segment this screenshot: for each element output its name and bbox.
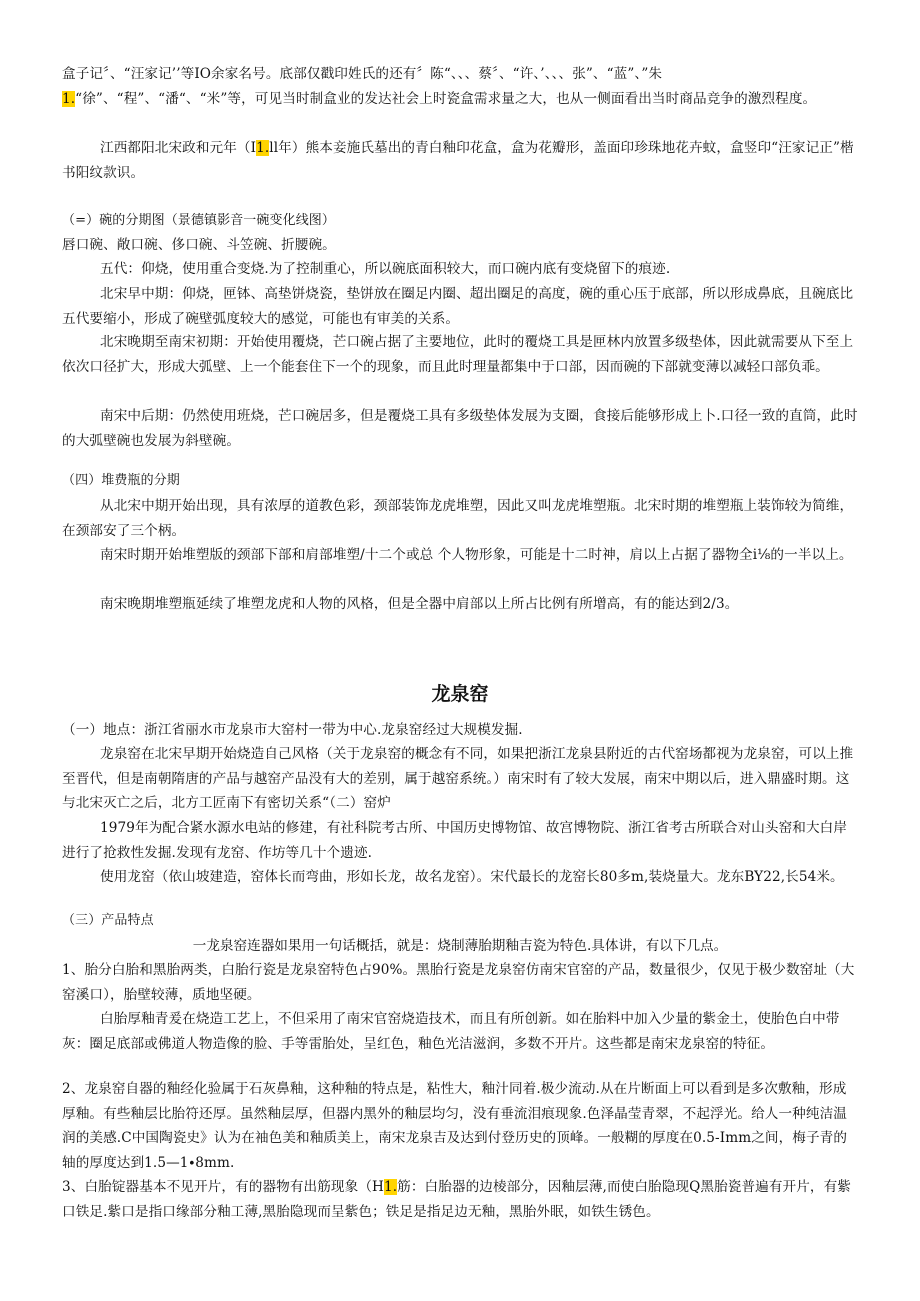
heading-bowl-periods: （=）碗的分期图（景德镇影音一碗变化线图）: [62, 213, 335, 228]
paragraph-wudai: 五代：仰烧，使用重合变烧.为了控制重心，所以碗底面积较大，而口碗内底有变烧留下的痕迹.: [100, 261, 671, 277]
paragraph-excavation: 1979年为配合紧水源水电站的修建，有社科院考古所、中国历史博物馆、故宫博物院、浙江省考古所联合对山头窑和大白岸进行了抢救性发掘.发现有龙窑、作坊等几十个遗迹.: [62, 820, 848, 861]
page-title: 龙泉窑: [431, 683, 489, 705]
paragraph-dragon-kiln: 使用龙窑（依山坡建造，窑体长而弯曲，形如长龙，故名龙窑）。宋代最长的龙窑长80多m,装烧量大。龙东BY22,长54米。: [100, 869, 844, 885]
paragraph-vase-late-southern-song: 南宋晚期堆塑瓶延续了堆塑龙虎和人物的风格，但是全器中肩部以上所占比例有所增高，有的能达到2/3。: [100, 596, 739, 612]
paragraph-feature-1-detail: 白胎厚釉青爰在烧造工艺上，不但采用了南宋官窑烧造技术，而且有所创新。如在胎料中加入少量的紫金土，使胎色白中带灰：圈足底部或佛道人物造像的脸、手等雷胎处，呈红色，釉色光洁滋润，多数不开片。这些都是南宋龙泉窑的特征。: [62, 1011, 840, 1052]
paragraph-location: （一）地点：浙江省丽水市龙泉市大窑村一带为中心.龙泉窑经过大规模发掘.: [62, 722, 523, 738]
text-feature-3-a: 3、白胎锭器基本不见开片，有的器物有出筋现象（H: [62, 1179, 384, 1195]
paragraph-jiangxi-tomb: [62, 136, 858, 185]
paragraph-feature-3: [62, 1175, 858, 1224]
text-box-makers-b: “徐”、“程”、“潘“、“米”等，可见当时制盒业的发达社会上时瓷盒需求量之大，也从一侧面看出当时商品竞争的激烈程度。: [75, 90, 817, 107]
paragraph-vase-southern-song: 南宋时期开始堆塑版的颈部下部和肩部堆塑/十二个或总 个人物形象，可能是十二时神，肩以上占据了器物全i⅛的一半以上。: [100, 547, 853, 563]
paragraph-southern-song: 南宋中后期：仍然使用班烧，芒口碗居多，但是覆烧工具有多级垫体发展为支圈，食接后能够形成上卜.口径一致的直筒，此时的大弧壁碗也发展为斜壁碗。: [62, 408, 858, 449]
text-summary: 一龙泉窑连器如果用一句话概括，就是：烧制薄胎期釉吉瓷为特色.具体讲，有以下几点。: [192, 938, 728, 954]
text-jiangxi-b: ll年）熊本妾施氏墓出的青白釉印花盒，盒为花瓣形，盖面印珍珠地花卉蚊，盒竖印“汪家记正”楷书阳纹款识。: [62, 140, 854, 181]
text-bowl-types: 唇口碗、敞口碗、侈口碗、斗笠碗、折腰碗。: [62, 237, 336, 253]
paragraph-feature-1: 1、胎分白胎和黑胎两类，白胎行瓷是龙泉窑特色占90%。黑胎行瓷是龙泉窑仿南宋官窑的产品，数量很少，仅见于极少数窑址（大窑溪口），胎壁较薄，质地坚硬。: [62, 962, 855, 1003]
highlight-mark: 1.: [256, 140, 270, 156]
paragraph-northern-song-early: 北宋早中期：仰烧，匣钵、高垫饼烧瓷，垫饼放在圈足内圈、超出圈足的高度，碗的重心压于底部，所以形成鼻底，且碗底比五代要缩小，形成了碗壁弧度较大的感觉，可能也有审美的关系。: [62, 286, 854, 327]
heading-product-features: （三）产品特点: [62, 913, 154, 928]
paragraph-box-makers: [62, 62, 858, 111]
heading-vase-periods: （四）堆费瓶的分期: [62, 473, 180, 488]
highlight-mark: 1.: [62, 90, 76, 107]
paragraph-feature-2: 2、龙泉窑自器的釉经化验属于石灰鼻釉，这种釉的特点是，粘性大，釉汁同着.极少流动.从在片断面上可以看到是多次敷釉，形成厚釉。有些釉层比胎符还厚。虽然釉层厚，但器内黑外的釉层均匀，没有垂流泪痕现象.色泽晶莹青翠，不起浮光。给人一种纯洁温润的美感.C中国陶瓷史》认为在袖色美和釉质美上，南宋龙泉吉及达到付登历史的顶峰。一般糊的厚度在0.5-Imm之间，梅子青的轴的厚度达到1.5—1∙8mm.: [62, 1081, 848, 1171]
highlight-mark: 1.: [383, 1179, 398, 1195]
paragraph-history: 龙泉窑在北宋早期开始烧造自己风格（关于龙泉窑的概念有不同，如果把浙江龙泉县附近的古代窑场都视为龙泉窑，可以上推至晋代，但是南朝隋唐的产品与越窑产品没有大的差别，属于越窑系统。）南宋时有了较大发展，南宋中期以后，进入鼎盛时期。这与北宋灭亡之后，北方工匠南下有密切关系“（二）窑炉: [62, 746, 854, 811]
paragraph-northern-song-late: 北宋晚期至南宋初期：开始使用覆烧，芒口碗占据了主要地位，此时的覆烧工具是匣林内放置多级垫体，因此就需要从下至上依次口径扩大，形成大弧壁、上一个能套住下一个的现象，而且此时理量都集中于口部，因而碗的下部就变薄以减轻口部负乖。: [62, 334, 854, 375]
text-jiangxi-a: 江西都阳北宋政和元年（I: [100, 140, 257, 156]
paragraph-vase-northern-song: 从北宋中期开始出现，具有浓厚的道教色彩，颈部装饰龙虎堆塑，因此又叫龙虎堆塑瓶。北宋时期的堆塑瓶上装饰较为简维，在颈部安了三个柄。: [62, 498, 854, 539]
text-box-makers-a: 盒子记〞、“汪家记’’等IO余家名号。底部仅戳印姓氏的还有〞陈“、、、蔡〞、“许、’、、、张”、“蓝”、”朱: [62, 66, 663, 82]
text-feature-3-b: 筋：白胎器的边棱部分，因釉层薄,而使白胎隐现Q黑胎瓷普遍有开片，有紫口铁足.紫口是指口缘部分釉工薄,黑胎隐现而呈紫色；铁足是指足边无釉，黑胎外眠，如铁生锈色。: [62, 1179, 852, 1220]
